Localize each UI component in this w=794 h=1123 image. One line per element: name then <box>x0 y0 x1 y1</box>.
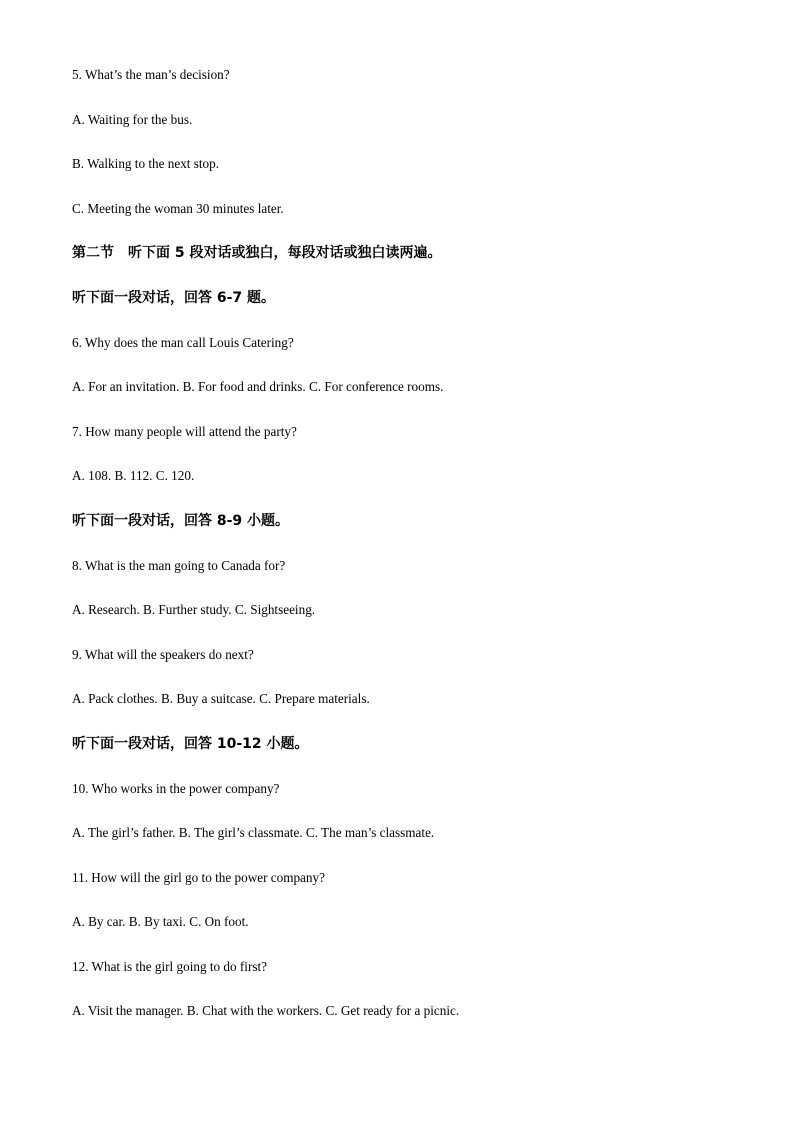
option-5b: B. Walking to the next stop. <box>72 156 220 172</box>
document-page <box>72 64 732 1045</box>
question-10: 10. Who works in the power company? <box>72 780 280 796</box>
question-8: 8. What is the man going to Canada for? <box>72 557 286 573</box>
options-11: A. By car. B. By taxi. C. On foot. <box>72 914 249 930</box>
option-5c: C. Meeting the woman 30 minutes later. <box>72 200 284 216</box>
question-12: 12. What is the girl going to do first? <box>72 958 267 974</box>
options-9: A. Pack clothes. B. Buy a suitcase. C. Prepare materials. <box>72 691 370 707</box>
dialogue-6-7-heading: 听下面一段对话，回答 6-7 题。 <box>72 289 276 306</box>
options-6: A. For an invitation. B. For food and drinks. C. For conference rooms. <box>72 379 444 395</box>
dialogue-8-9-heading: 听下面一段对话，回答 8-9 小题。 <box>72 512 290 529</box>
dialogue-10-12-heading: 听下面一段对话，回答 10-12 小题。 <box>72 735 309 752</box>
option-5a: A. Waiting for the bus. <box>72 111 193 127</box>
section-2-heading: 第二节 听下面 5 段对话或独白，每段对话或独白读两遍。 <box>72 245 442 262</box>
question-11: 11. How will the girl go to the power company? <box>72 869 325 885</box>
question-9: 9. What will the speakers do next? <box>72 646 254 662</box>
options-8: A. Research. B. Further study. C. Sightseeing. <box>72 602 316 618</box>
options-10: A. The girl’s father. B. The girl’s classmate. C. The man’s classmate. <box>72 825 435 841</box>
options-12: A. Visit the manager. B. Chat with the workers. C. Get ready for a picnic. <box>72 1003 460 1019</box>
options-7: A. 108. B. 112. C. 120. <box>72 468 195 484</box>
question-6: 6. Why does the man call Louis Catering? <box>72 334 294 350</box>
question-5: 5. What’s the man’s decision? <box>72 67 230 82</box>
question-7: 7. How many people will attend the party? <box>72 423 297 439</box>
